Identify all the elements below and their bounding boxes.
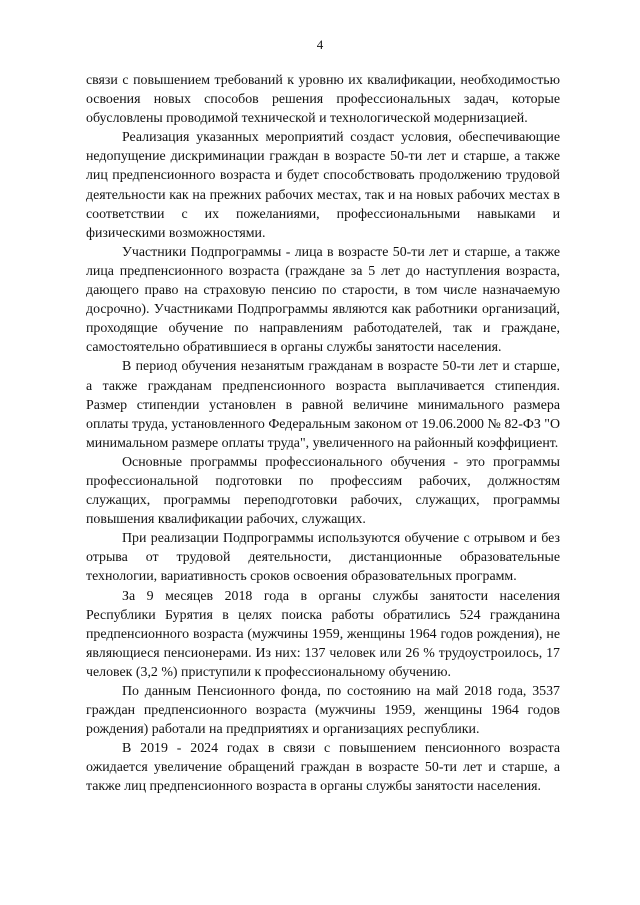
paragraph: В 2019 - 2024 годах в связи с повышением пенсионного возраста ожидается увеличение обращений граждан в возрасте 50-ти лет и старше, а также лиц предпенсионного возраста в органы службы занятости населения. bbox=[86, 741, 560, 795]
document-body bbox=[86, 71, 560, 797]
paragraph: По данным Пенсионного фонда, по состоянию на май 2018 года, 3537 граждан предпенсионного возраста (мужчины 1959, женщины 1964 годов рождения) работали на предприятиях и организациях республики. bbox=[86, 684, 560, 738]
paragraph: За 9 месяцев 2018 года в органы службы занятости населения Республики Бурятия в целях поиска работы обратились 524 гражданина предпенсионного возраста (мужчины 1959, женщины 1964 годов рождения), не являющиеся пенсионерами. Из них: 137 человек или 26 % трудоустроилось, 17 человек (3,2 %) приступили к профессиональному обучению. bbox=[86, 588, 560, 680]
page-number: 4 bbox=[316, 37, 324, 52]
paragraph: Основные программы профессионального обучения - это программы профессиональной подготовки по профессиям рабочих, должностям служащих, программы переподготовки рабочих, служащих, программы повышения квалификации рабочих, служащих. bbox=[86, 454, 560, 528]
paragraph: Участники Подпрограммы - лица в возрасте 50-ти лет и старше, а также лица предпенсионного возраста (граждане за 5 лет до наступления возраста, дающего право на страховую пенсию по старости, в том числе назначаемую досрочно). Участниками Подпрограммы являются как работники организаций, проходящие обучение по направлениям работодателей, так и граждане, самостоятельно обратившиеся в органы службы занятости населения. bbox=[86, 244, 560, 356]
paragraph: В период обучения незанятым гражданам в возрасте 50-ти лет и старше, а также гражданам предпенсионного возраста выплачивается стипендия. Размер стипендии установлен в равной величине минимального размера оплаты труда, установленного Федеральным законом от 19.06.2000 № 82-ФЗ "О минимальном размере оплаты труда", увеличенного на районный коэффициент. bbox=[86, 359, 560, 451]
paragraph-continuation: связи с повышением требований к уровню их квалификации, необходимостью освоения новых способов решения профессиональных задач, которые обусловлены проводимой технической и технологической модернизацией. bbox=[86, 73, 560, 127]
paragraph: При реализации Подпрограммы используются обучение с отрывом и без отрыва от трудовой деятельности, дистанционные образовательные технологии, вариативность сроков освоения образовательных программ. bbox=[86, 531, 560, 585]
paragraph: Реализация указанных мероприятий создаст условия, обеспечивающие недопущение дискриминации граждан в возрасте 50-ти лет и старше, а также лиц предпенсионного возраста и будет способствовать продолжению трудовой деятельности как на прежних рабочих местах, так и на новых рабочих местах в соответствии с их пожеланиями, профессиональными навыками и физическими возможностями. bbox=[86, 130, 560, 241]
